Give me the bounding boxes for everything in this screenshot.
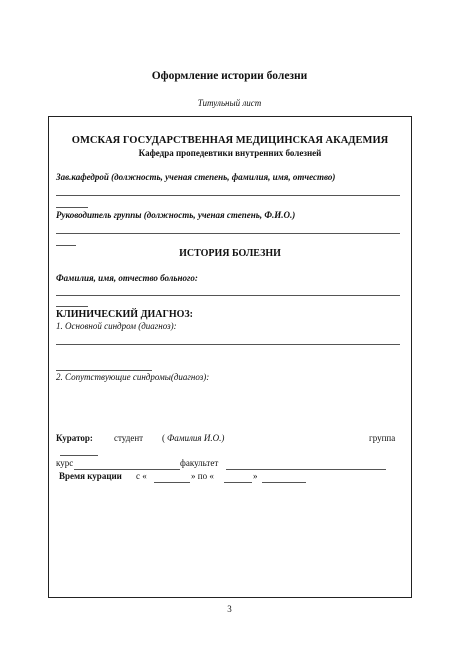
curation-close-quote: » [253, 471, 258, 481]
main-syndrome-line-short [56, 370, 152, 371]
title-page-frame [48, 116, 412, 598]
student-label: студент [114, 433, 144, 443]
course-field-line [74, 469, 180, 470]
curator-label: Куратор: [56, 433, 93, 443]
curation-year-line [262, 482, 306, 483]
main-syndrome-line [56, 344, 400, 345]
curation-to-label: » по « [191, 471, 214, 481]
institution-name: ОМСКАЯ ГОСУДАРСТВЕННАЯ МЕДИЦИНСКАЯ АКАДЕМИЯ [71, 135, 389, 146]
main-syndrome-label: 1. Основной синдром (диагноз): [56, 321, 177, 331]
concomitant-syndromes-label: 2. Сопутствующие синдромы(диагноз): [56, 372, 210, 382]
patient-name-label: Фамилия, имя, отчество больного: [56, 273, 198, 283]
history-heading: ИСТОРИЯ БОЛЕЗНИ [179, 248, 281, 259]
open-paren: ( [162, 433, 165, 443]
faculty-field-line [226, 469, 386, 470]
department-name: Кафедра пропедевтики внутренних болезней [138, 148, 322, 158]
page-number: 3 [227, 604, 232, 614]
document-subtitle: Титульный лист [197, 98, 262, 108]
patient-name-line-short [56, 306, 88, 307]
group-leader-label: Руководитель группы (должность, ученая степень, Ф.И.О.) [56, 210, 296, 220]
curation-from-line [154, 482, 190, 483]
curation-from-label: с « [136, 471, 147, 481]
curator-name-placeholder: Фамилия И.О.) [167, 433, 225, 443]
faculty-label: факультет [180, 458, 219, 468]
head-of-department-line [56, 195, 400, 196]
group-field-line [60, 455, 98, 456]
clinical-diagnosis-heading: КЛИНИЧЕСКИЙ ДИАГНОЗ: [56, 309, 193, 320]
group-leader-line [56, 233, 400, 234]
group-label: группа [369, 433, 396, 443]
curation-to-line [224, 482, 252, 483]
document-title: Оформление истории болезни [151, 70, 308, 82]
course-label: курс [56, 458, 74, 468]
patient-name-line [56, 295, 400, 296]
curation-period-label: Время курации [59, 471, 122, 481]
head-of-department-line-short [56, 207, 88, 208]
group-leader-line-short [56, 245, 76, 246]
head-of-department-label: Зав.кафедрой (должность, ученая степень, фамилия, имя, отчество) [56, 172, 336, 182]
